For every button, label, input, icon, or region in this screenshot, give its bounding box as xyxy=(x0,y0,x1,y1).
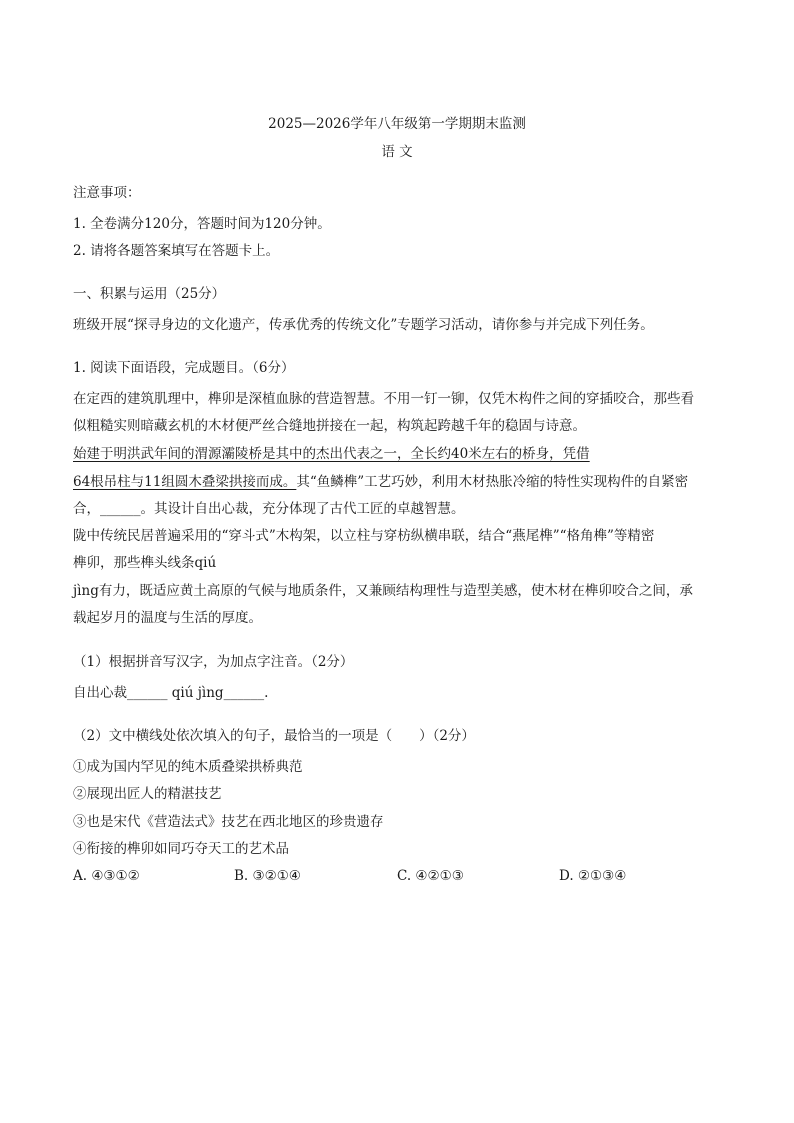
passage-fragment: 其“鱼鳞榫”工艺巧妙，利用木材热胀冷缩的特性实现构件的自紧密 xyxy=(296,474,689,490)
passage-line-mixed xyxy=(73,473,688,491)
choice-d: D. ②①③④ xyxy=(559,868,627,884)
notice-item-1: 1. 全卷满分120分，答题时间为120分钟。 xyxy=(73,216,331,232)
sentence-option-1: ①成为国内罕见的纯木质叠梁拱桥典范 xyxy=(73,759,303,775)
choice-b: B. ③②①④ xyxy=(234,868,301,884)
passage-line: 陇中传统民居普遍采用的“穿斗式”木构架，以立柱与穿枋纵横串联，结合“燕尾榫”“格角榫”等精密 xyxy=(73,528,655,544)
section-heading: 一、积累与运用（25分） xyxy=(73,286,226,302)
passage-line: 载起岁月的温度与生活的厚度。 xyxy=(73,610,262,626)
passage-line-underlined: 始建于明洪武年间的渭源灞陵桥是其中的杰出代表之一，全长约40米左右的桥身，凭借 xyxy=(73,446,590,462)
subject-title: 语 文 xyxy=(381,144,413,160)
choice-c: C. ④②①③ xyxy=(397,868,464,884)
passage-line: 在定西的建筑肌理中，榫卯是深植血脉的营造智慧。不用一钉一铆，仅凭木构件之间的穿插咬合，那些看 xyxy=(73,391,694,407)
passage-line: 合，______。其设计自出心裁，充分体现了古代工匠的卓越智慧。 xyxy=(73,501,465,517)
passage-line: jìng有力，既适应黄土高原的气候与地质条件，又兼顾结构理性与造型美感，使木材在榫卯咬合之间，承 xyxy=(73,583,693,599)
exam-title: 2025—2026学年八年级第一学期期末监测 xyxy=(268,116,526,132)
choice-a: A. ④③①② xyxy=(73,868,140,884)
question-heading: 1. 阅读下面语段，完成题目。（6分） xyxy=(73,360,295,376)
sentence-option-3: ③也是宋代《营造法式》技艺在西北地区的珍贵遗存 xyxy=(73,814,384,830)
sentence-option-2: ②展现出匠人的精湛技艺 xyxy=(73,786,222,802)
subquestion-1-answer-line: 自出心裁______ qiú jìng______. xyxy=(73,685,269,701)
passage-line: 似粗糙实则暗藏玄机的木材便严丝合缝地拼接在一起，构筑起跨越千年的稳固与诗意。 xyxy=(73,418,586,434)
notice-item-2: 2. 请将各题答案填写在答题卡上。 xyxy=(73,243,280,259)
section-intro: 班级开展“探寻身边的文化遗产，传承优秀的传统文化”专题学习活动，请你参与并完成下列任务。 xyxy=(73,317,654,333)
notice-heading: 注意事项： xyxy=(73,185,141,201)
passage-line: 榫卯，那些榫头线条qiú xyxy=(73,555,217,571)
sentence-option-4: ④衔接的榫卯如同巧夺天工的艺术品 xyxy=(73,841,289,857)
subquestion-1-prompt: （1）根据拼音写汉字，为加点字注音。（2分） xyxy=(73,654,354,670)
subquestion-2-prompt: （2）文中横线处依次填入的句子，最恰当的一项是（ ）（2分） xyxy=(73,728,475,744)
passage-underlined-fragment: 64根吊柱与11组圆木叠梁拱接而成。 xyxy=(73,474,297,490)
